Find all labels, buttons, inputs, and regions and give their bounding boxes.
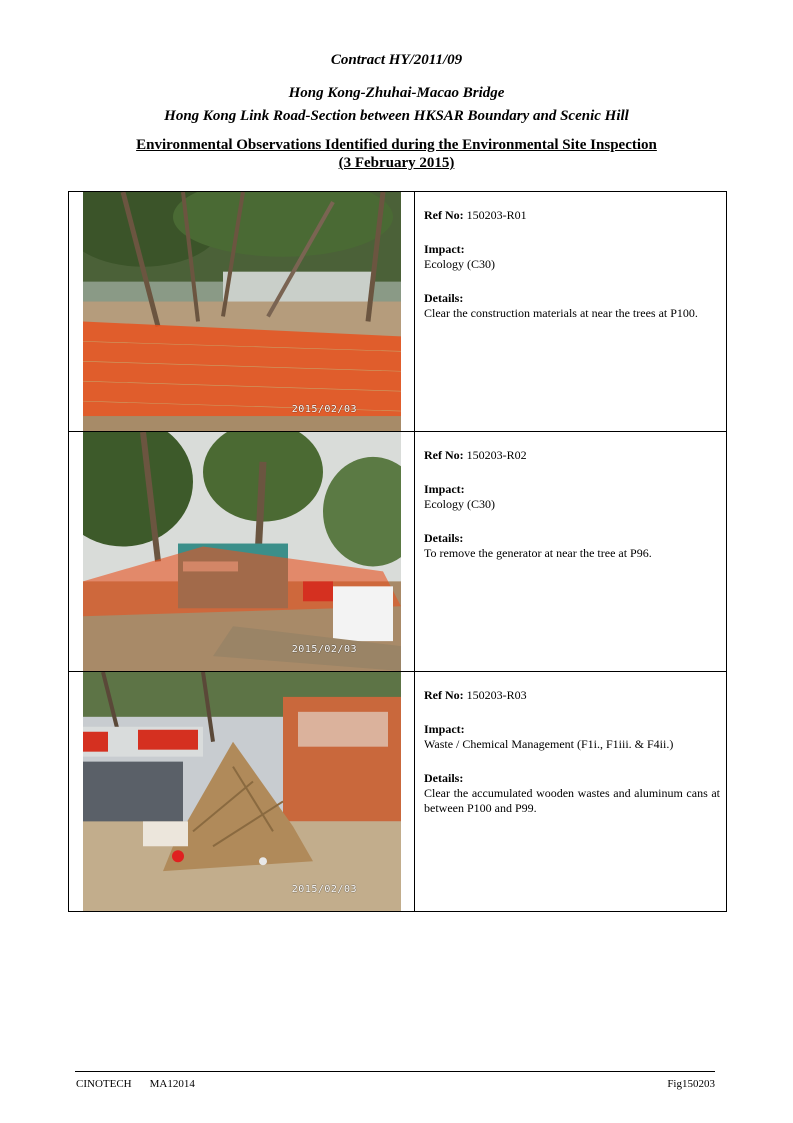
footer-divider — [75, 1071, 715, 1072]
project-title-line1: Hong Kong-Zhuhai-Macao Bridge — [288, 85, 505, 101]
document-title-line2: (3 February 2015) — [338, 155, 455, 171]
ref-no-value: 150203-R03 — [466, 688, 527, 702]
site-photo-r02 — [83, 432, 401, 671]
ref-no-label: Ref No: — [424, 208, 464, 222]
photo-trees-fence — [83, 192, 401, 431]
observation-details — [424, 448, 720, 561]
photo-cell — [69, 192, 415, 431]
photo-date-stamp: 2015/02/03 — [291, 884, 357, 895]
details-value: To remove the generator at near the tree at P96. — [424, 546, 652, 560]
details-label: Details: — [424, 771, 464, 785]
observation-row — [69, 432, 726, 672]
photo-generator — [83, 432, 401, 671]
site-photo-r01 — [83, 192, 401, 431]
observation-details — [424, 208, 720, 321]
impact-label: Impact: — [424, 722, 465, 736]
photo-date-stamp: 2015/02/03 — [291, 644, 357, 655]
footer-company: CINOTECH — [76, 1078, 132, 1090]
details-value: Clear the accumulated wooden wastes and aluminum cans at between P100 and P99. — [424, 786, 720, 815]
impact-value: Ecology (C30) — [424, 497, 495, 511]
impact-value: Waste / Chemical Management (F1i., F1iii. & F4ii.) — [424, 737, 674, 751]
ref-no-label: Ref No: — [424, 688, 464, 702]
photo-cell — [69, 672, 415, 911]
footer-fig-number: Fig150203 — [667, 1078, 715, 1090]
impact-label: Impact: — [424, 482, 465, 496]
impact-value: Ecology (C30) — [424, 257, 495, 271]
footer-doc-code: MA12014 — [149, 1078, 195, 1090]
ref-no-value: 150203-R01 — [466, 208, 527, 222]
site-photo-r03 — [83, 672, 401, 911]
observations-table — [68, 191, 727, 912]
observation-details — [424, 688, 720, 816]
project-title-line2: Hong Kong Link Road-Section between HKSAR Boundary and Scenic Hill — [164, 108, 629, 124]
photo-cell — [69, 432, 415, 671]
details-label: Details: — [424, 291, 464, 305]
photo-wooden-waste — [83, 672, 401, 911]
details-label: Details: — [424, 531, 464, 545]
impact-label: Impact: — [424, 242, 465, 256]
photo-date-stamp: 2015/02/03 — [291, 404, 357, 415]
ref-no-label: Ref No: — [424, 448, 464, 462]
contract-number: Contract HY/2011/09 — [330, 52, 463, 68]
ref-no-value: 150203-R02 — [466, 448, 527, 462]
observation-row — [69, 672, 726, 911]
details-value: Clear the construction materials at near the trees at P100. — [424, 306, 698, 320]
observation-row — [69, 192, 726, 432]
footer-left — [76, 1078, 195, 1090]
document-title-line1: Environmental Observations Identified during the Environmental Site Inspection — [136, 137, 657, 153]
